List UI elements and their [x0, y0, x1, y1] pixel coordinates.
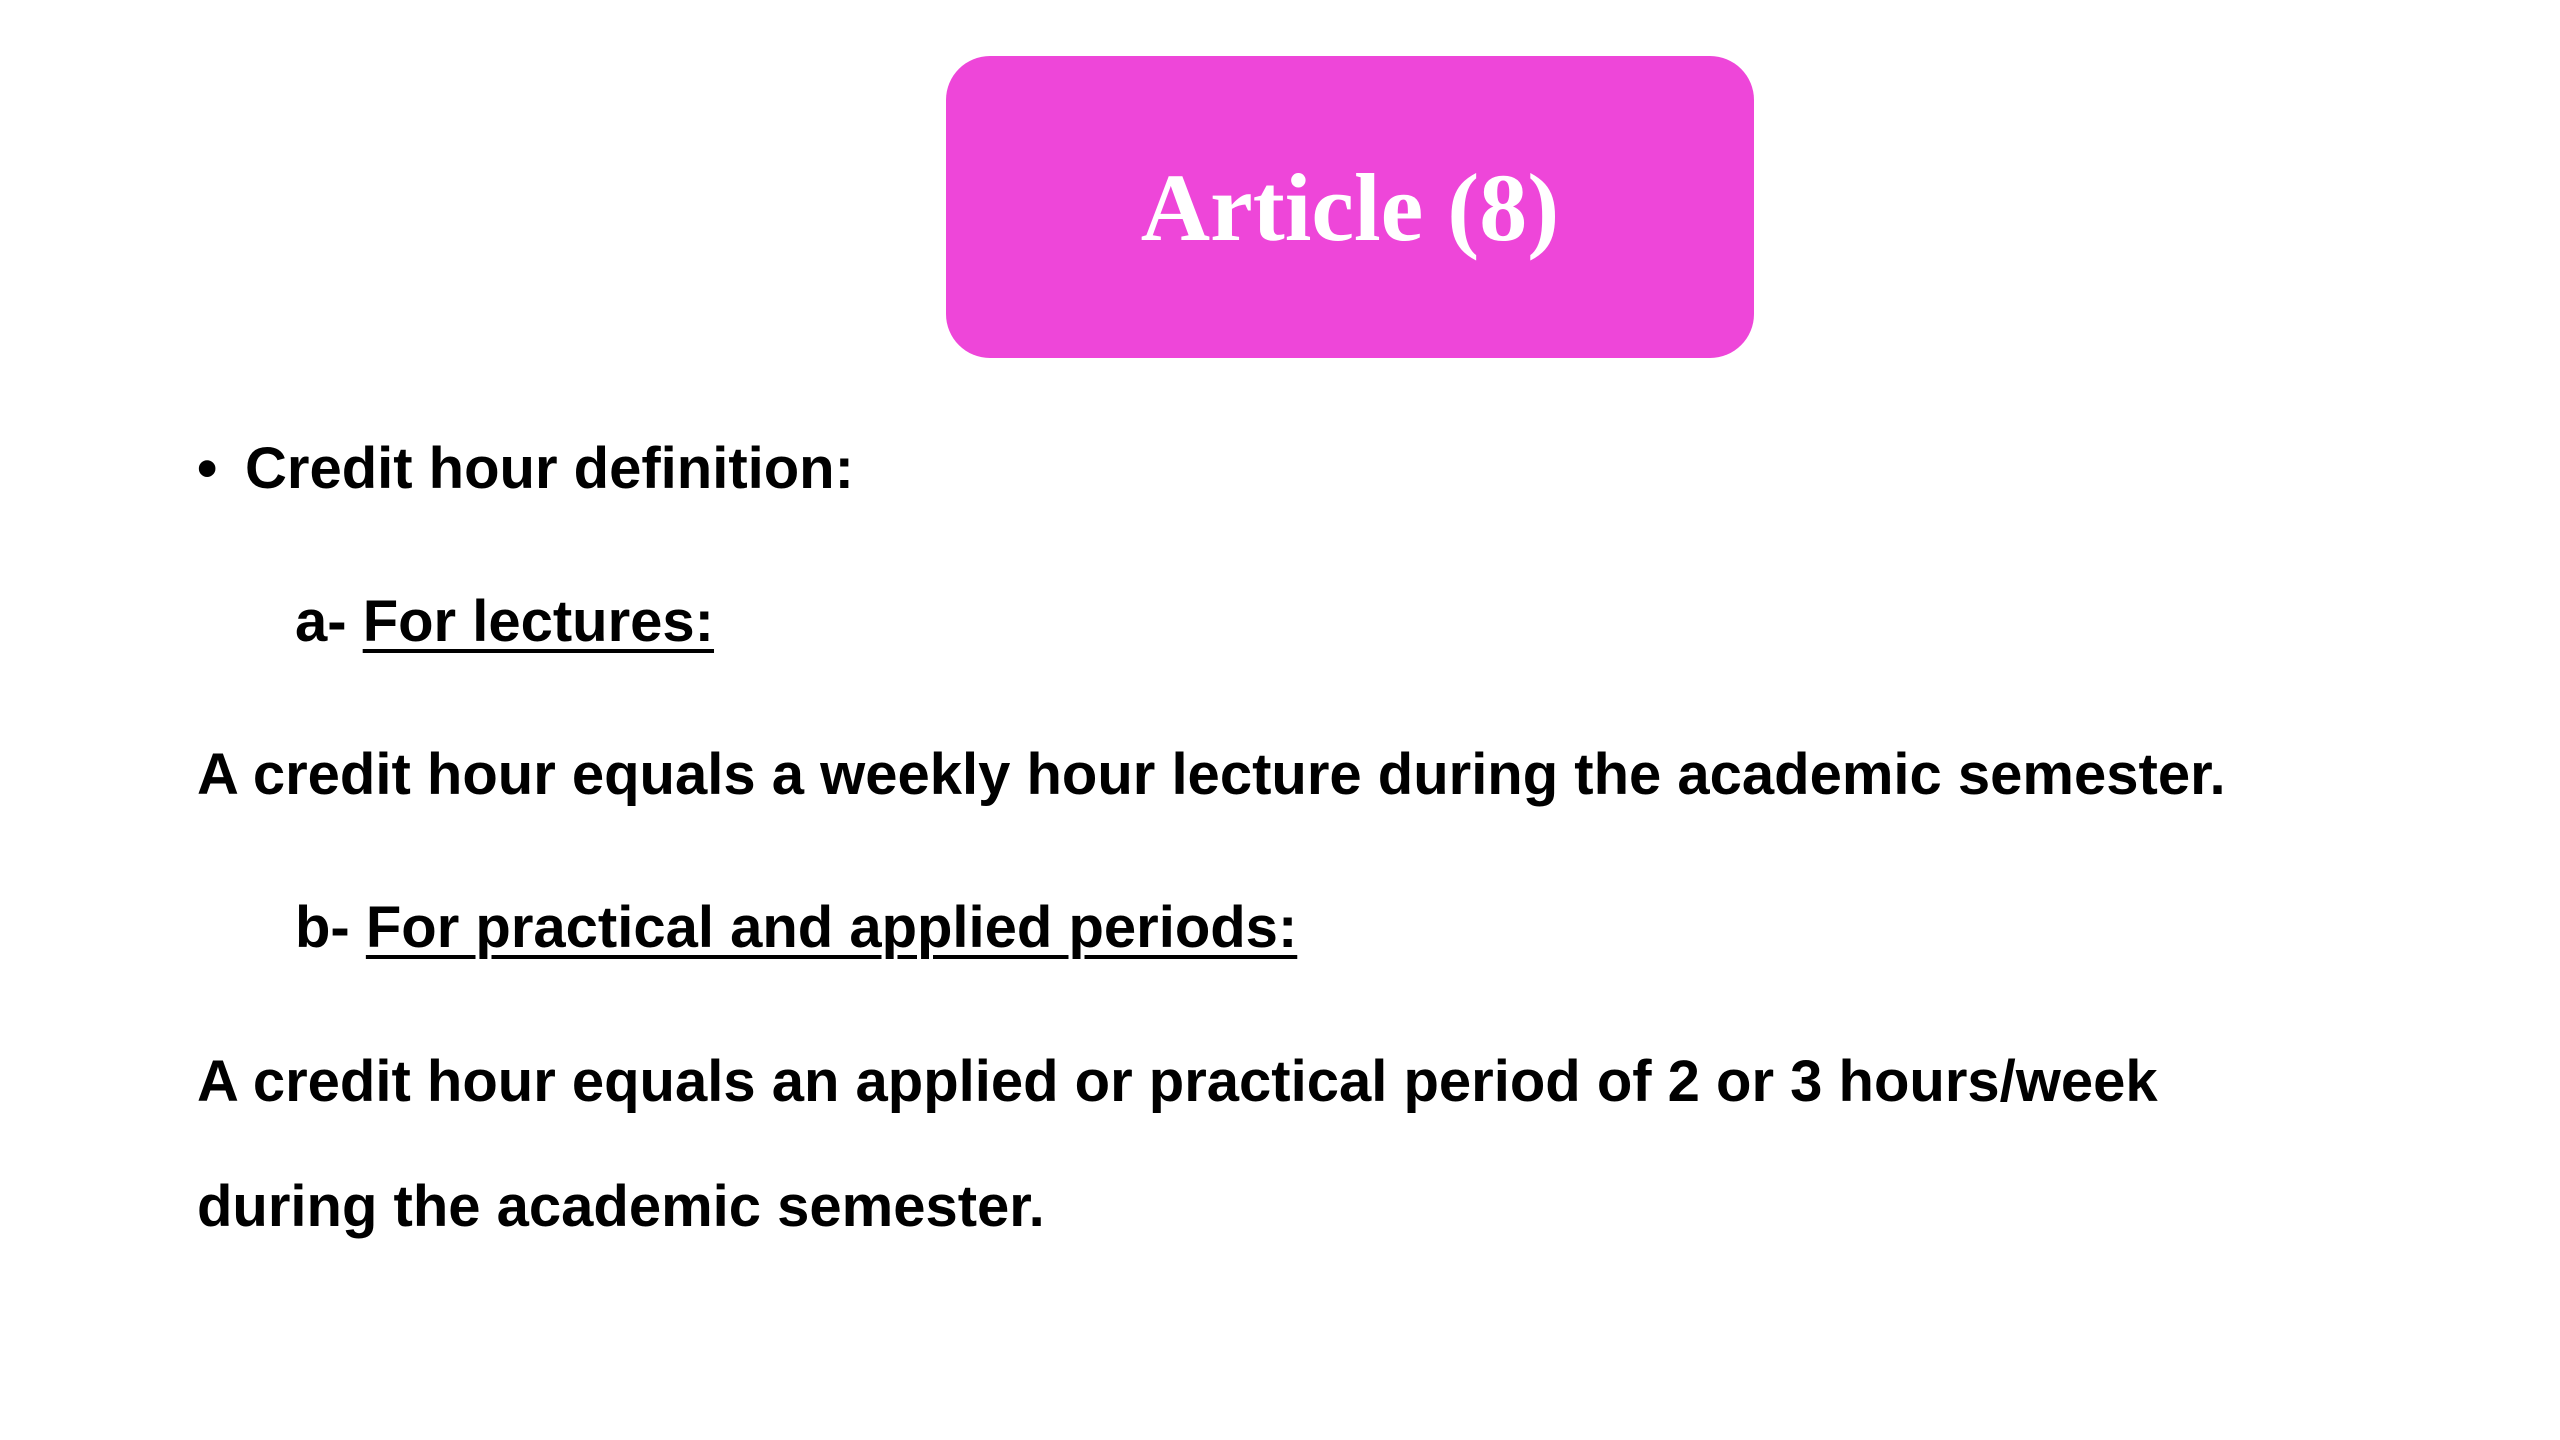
bullet-item	[197, 436, 854, 501]
section-b-body-line-1: A credit hour equals an applied or practical period of 2 or 3 hours/week	[197, 1049, 2158, 1114]
section-a-prefix: a-	[295, 589, 363, 654]
section-b-heading-line	[295, 895, 1298, 960]
slide-title: Article (8)	[1140, 153, 1560, 261]
title-box	[946, 56, 1754, 358]
section-b-heading: For practical and applied periods:	[365, 895, 1298, 960]
section-b-body-line-2: during the academic semester.	[197, 1174, 1045, 1239]
section-b-prefix: b-	[295, 895, 366, 960]
section-a-heading: For lectures:	[362, 589, 715, 654]
section-a-heading-line	[295, 589, 715, 654]
bullet-icon: •	[197, 436, 218, 501]
section-a-body: A credit hour equals a weekly hour lecture during the academic semester.	[197, 742, 2226, 807]
bullet-text: Credit hour definition:	[245, 436, 854, 501]
